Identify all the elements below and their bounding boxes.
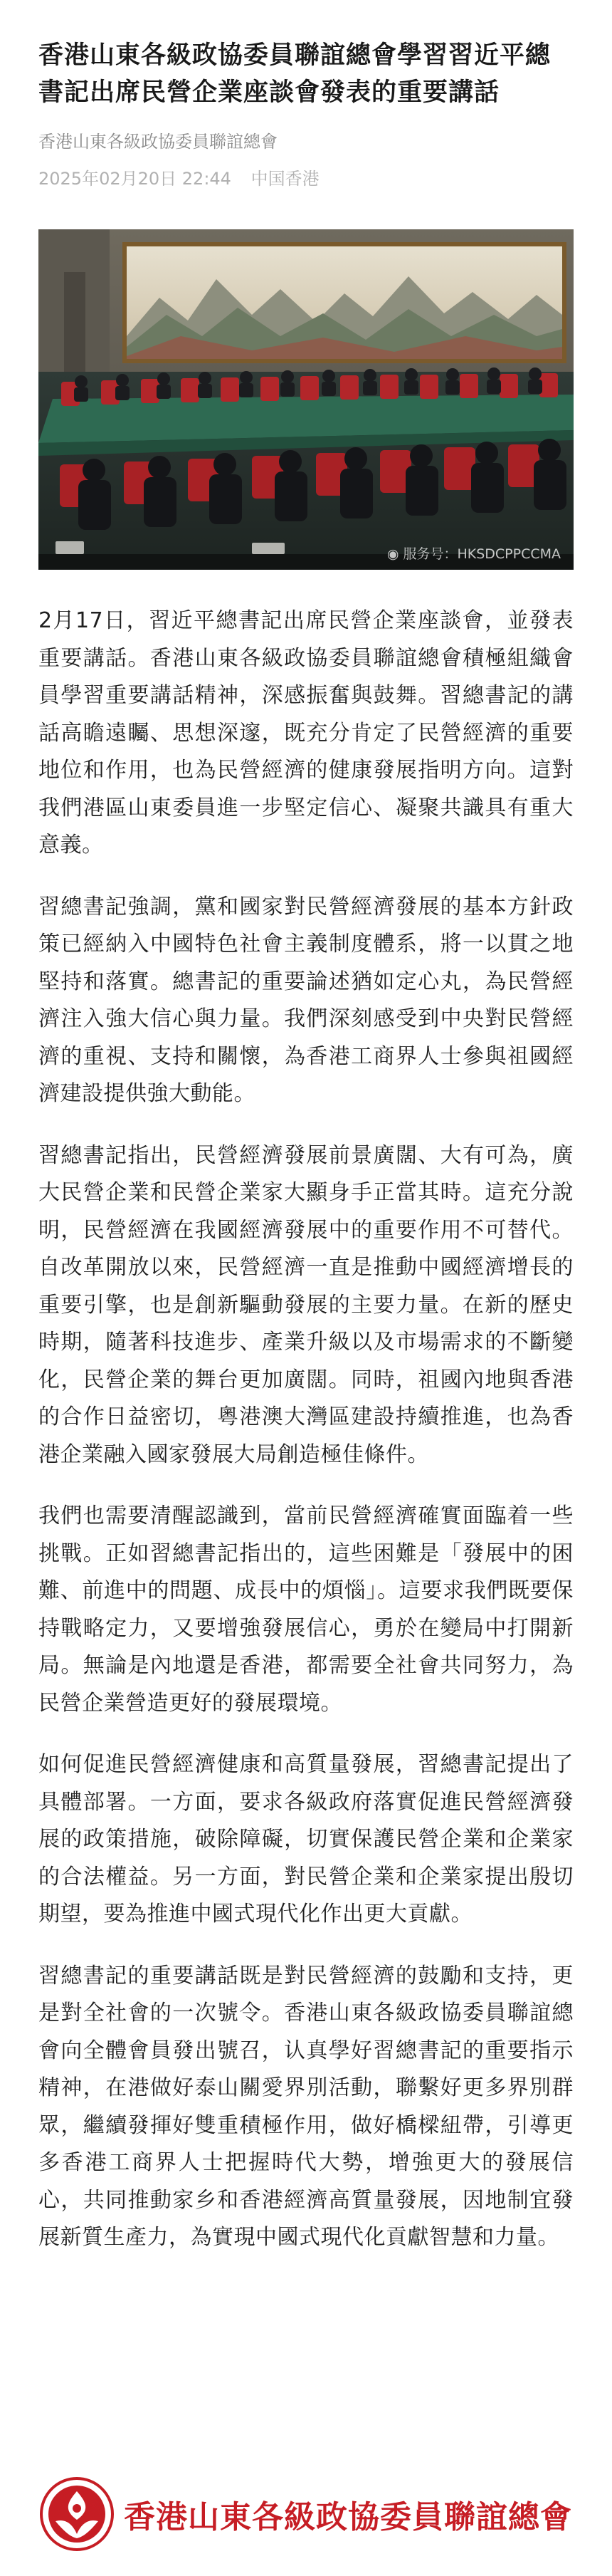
photo-watermark — [387, 543, 561, 563]
wechat-service-icon: ◉ — [386, 546, 399, 562]
paragraph: 習總書記強調，黨和國家對民營經濟發展的基本方針政策已經納入中國特色社會主義制度體系，將一以貫之地堅持和落實。總書記的重要論述猶如定心丸，為民營經濟注入強大信心與力量。我們深刻感受到中央對民營經濟的重視、支持和關懷，為香港工商界人士參與祖國經濟建設提供強大動能。 — [38, 894, 574, 1106]
meeting-photo-illustration — [38, 229, 574, 570]
paragraph: 如何促進民營經濟健康和高質量發展，習總書記提出了具體部署。一方面，要求各級政府落實促進民營經濟發展的政策措施，破除障礙，切實保護民營企業和企業家的合法權益。另一方面，對民營企業和企業家提出殷切期望，要為推進中國式現代化作出更大貢獻。 — [38, 1752, 574, 1926]
association-emblem-icon — [40, 2477, 114, 2551]
footer-banner — [0, 2475, 612, 2553]
publish-location: 中国香港 — [250, 169, 320, 189]
article-body — [38, 603, 574, 2257]
paragraph: 我們也需要清醒認識到，當前民營經濟確實面臨着一些挑戰。正如習總書記指出的，這些困難是「發展中的困難、前進中的問題、成長中的煩惱」。這要求我們既要保持戰略定力，又要增強發展信心，勇於在變局中打開新局。無論是內地還是香港，都需要全社會共同努力，為民營企業營造更好的發展環境。 — [38, 1503, 574, 1716]
author-link[interactable]: 香港山東各級政協委員聯誼總會 — [38, 132, 278, 152]
paragraph: 習總書記的重要講話既是對民營經濟的鼓勵和支持，更是對全社會的一次號令。香港山東各級政協委員聯誼總會向全體會員發出號召，认真學好習總書記的重要指示精神，在港做好泰山關愛界別活動，聯繫好更多界別群眾，繼續發揮好雙重積極作用，做好橋樑紐帶，引導更多香港工商界人士把握時代大勢，增強更大的發展信心，共同推動家乡和香港經濟高質量發展，因地制宜發展新質生產力，為實現中國式現代化貢獻智慧和力量。 — [38, 1963, 574, 2250]
publish-date: 2025年02月20日 22:44 — [38, 169, 231, 189]
article-title: 香港山東各級政協委員聯誼總會學習習近平總書記出席民營企業座談會發表的重要講話 — [38, 41, 552, 107]
paragraph: 2月17日，習近平總書記出席民營企業座談會，並發表重要講話。香港山東各級政協委員聯誼總會積極組織會員學習重要講話精神，深感振奮與鼓舞。習總書記的講話高瞻遠矚、思想深邃，既充分肯定了民營經濟的重要地位和作用，也為民營經濟的健康發展指明方向。這對我們港區山東委員進一步堅定信心、凝聚共識具有重大意義。 — [38, 608, 574, 857]
article-photo[interactable] — [38, 229, 574, 570]
paragraph: 習總書記指出，民營經濟發展前景廣闊、大有可為，廣大民營企業和民營企業家大顯身手正當其時。這充分說明，民營經濟在我國經濟發展中的重要作用不可替代。自改革開放以來，民營經濟一直是推動中國經濟增長的重要引擎，也是創新驅動發展的主要力量。在新的歷史時期，隨著科技進步、產業升級以及市場需求的不斷變化，民營企業的舞台更加廣闊。同時，祖國內地與香港的合作日益密切，粵港澳大灣區建設持續推進，也為香港企業融入國家發展大局創造極佳條件。 — [38, 1142, 574, 1467]
article-meta — [38, 167, 574, 191]
association-name: 香港山東各級政協委員聯誼總會 — [124, 2499, 572, 2535]
watermark-text: 服务号：HKSDCPPCCMA — [403, 546, 561, 562]
